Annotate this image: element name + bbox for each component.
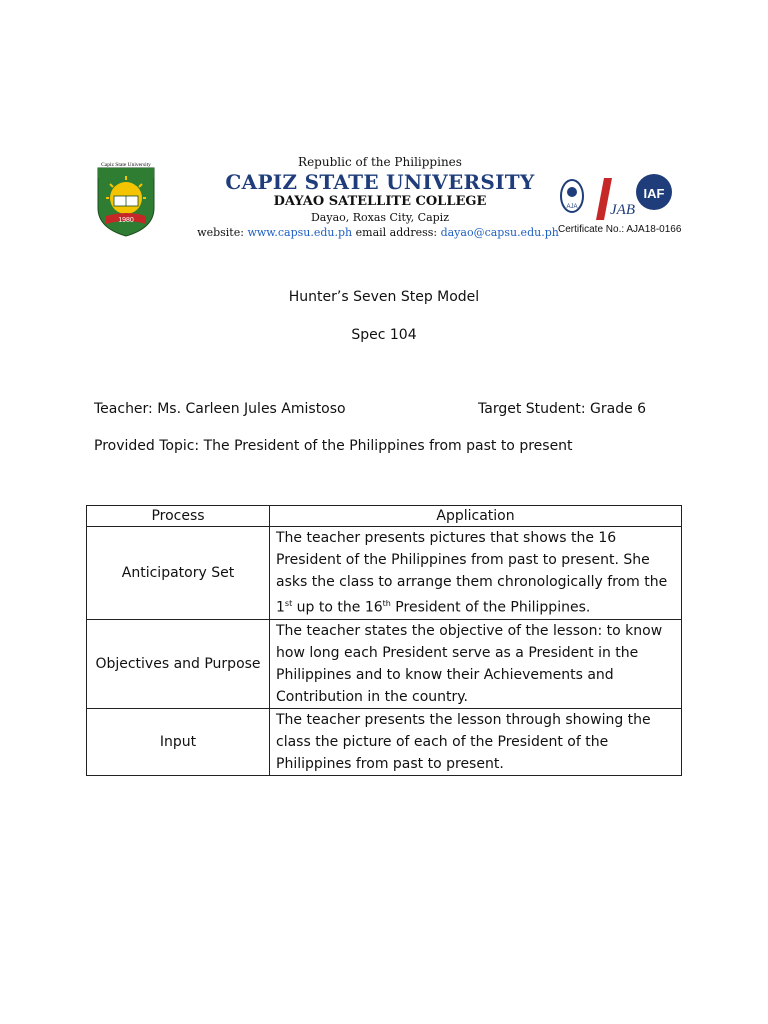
table-row bbox=[87, 708, 682, 775]
course-code: Spec 104 bbox=[351, 327, 417, 343]
certification-logos-icon bbox=[558, 170, 680, 224]
application-text: President of the Philippines. bbox=[390, 599, 591, 616]
lesson-table bbox=[86, 505, 682, 776]
table-row bbox=[87, 527, 682, 620]
letterhead bbox=[0, 150, 768, 250]
email-link[interactable]: dayao@capsu.edu.ph bbox=[440, 226, 559, 239]
header-process: Process bbox=[87, 506, 270, 527]
college-name: DAYAO SATELLITE COLLEGE bbox=[273, 194, 487, 209]
university-seal-logo bbox=[94, 158, 158, 238]
table-header-row bbox=[87, 506, 682, 527]
seal-year: 1980 bbox=[118, 217, 134, 224]
process-cell: Input bbox=[87, 708, 270, 775]
process-cell: Objectives and Purpose bbox=[87, 619, 270, 708]
teacher-line: Teacher: Ms. Carleen Jules Amistoso bbox=[94, 401, 346, 417]
contact-line bbox=[196, 225, 560, 240]
ordinal-suffix: th bbox=[382, 599, 391, 608]
application-cell: The teacher presents the lesson through showing the class the picture of each of the President of the Philippines from past to present. bbox=[270, 708, 682, 775]
certificate-number: Certificate No.: AJA18-0166 bbox=[558, 224, 682, 235]
email-label: email address: bbox=[355, 226, 438, 239]
seal-text: Capiz State University bbox=[101, 162, 151, 168]
cert-badge-aja: AJA bbox=[566, 204, 578, 210]
website-label: website: bbox=[197, 226, 244, 239]
table-row bbox=[87, 619, 682, 708]
header-application: Application bbox=[270, 506, 682, 527]
target-student-line: Target Student: Grade 6 bbox=[478, 401, 647, 417]
application-text: up to the 16 bbox=[292, 599, 383, 616]
university-name: CAPIZ STATE UNIVERSITY bbox=[225, 170, 535, 194]
college-address: Dayao, Roxas City, Capiz bbox=[310, 211, 449, 224]
process-cell: Anticipatory Set bbox=[87, 527, 270, 620]
application-text: The teacher presents pictures that shows the 16 President of the Philippines from past to present. She asks the class to arrange them chronologically from the 1 bbox=[276, 530, 668, 616]
cert-badge-iaf: IAF bbox=[643, 186, 665, 201]
cert-badge-jab: JAB bbox=[610, 202, 635, 218]
ordinal-suffix: st bbox=[284, 599, 293, 608]
certification-badges bbox=[558, 170, 680, 240]
republic-line: Republic of the Philippines bbox=[298, 155, 462, 169]
application-cell bbox=[270, 527, 682, 620]
website-link[interactable]: www.capsu.edu.ph bbox=[247, 226, 353, 239]
document-title: Hunter’s Seven Step Model bbox=[288, 289, 480, 305]
application-cell: The teacher states the objective of the lesson: to know how long each President serve as a President in the Philippines and to know their Achievements and Contribution in the country. bbox=[270, 619, 682, 708]
provided-topic-line: Provided Topic: The President of the Philippines from past to present bbox=[94, 438, 573, 454]
